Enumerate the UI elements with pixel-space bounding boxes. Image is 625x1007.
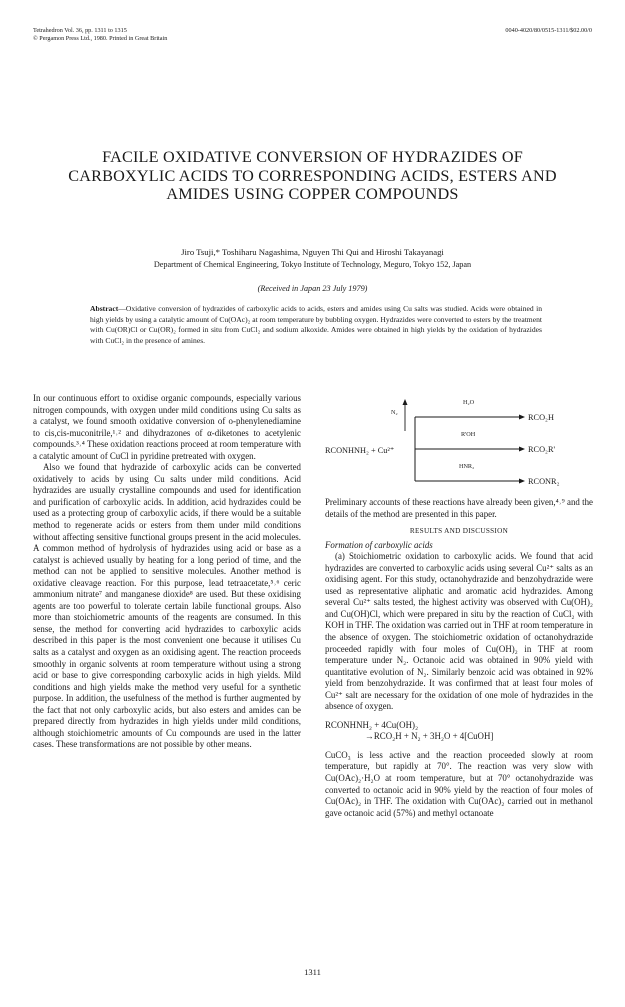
abstract xyxy=(90,304,542,347)
amide-product: RCONR₂ xyxy=(528,477,560,486)
right-column xyxy=(325,393,593,819)
nitrogen-byproduct: N₂ xyxy=(391,409,398,416)
scheme-reactant: RCONHNH₂ + Cu²⁺ xyxy=(325,446,395,455)
reaction-scheme xyxy=(325,393,593,497)
article-title: FACILE OXIDATIVE CONVERSION OF HYDRAZIDES OF CARBOXYLIC ACIDS TO CORRESPONDING ACIDS, ESTERS AND AMIDES USING COPPER COMPOUNDS xyxy=(68,148,557,203)
abstract-label: Abstract xyxy=(90,304,119,313)
page-number: 1311 xyxy=(304,967,321,977)
alcohol-reagent: R'OH xyxy=(461,431,476,438)
water-reagent: H₂O xyxy=(463,399,475,406)
equation-products: →RCO₂H + N₂ + 3H₂O + 4[CuOH] xyxy=(365,731,494,742)
intro-paragraph-1: In our continuous effort to oxidise organic compounds, especially various nitrogen compounds, with oxygen under mild conditions using Cu salts as a catalyst, we found smooth oxidative conversion of o-phenylenediamine to cis,cis-muconitrile,¹˒² and dihydrazones of α-diketones to acetylenic compounds.³˒⁴ These oxidation reactions proceed at room temperature with a catalytic amount of CuCl in pyridine pretreated with oxygen. xyxy=(33,393,301,461)
stoichiometric-oxidation-paragraph: (a) Stoichiometric oxidation to carboxylic acids. We found that acid hydrazides are converted to carboxylic acids using several Cu²⁺ salts as an oxidising agent. For this study, octanohydrazide and benzohydrazide were used as representative aliphatic and aromatic acid hydrazides. Among several Cu²⁺ salts tested, the highest activity was observed with Cu(OH)₂ and Cu(OH)Cl, which were prepared in situ by the reaction of CuCl₂ with KOH in THF. The oxidation was carried out in THF at room temperature in the absence of oxygen. The stoichiometric oxidation of octanohydrazide proceeded rapidly with four moles of Cu(OH)₂ in THF at room temperature under N₂. Octanoic acid was obtained in 90% yield with quantitative evolution of N₂. Similarly benzoic acid was obtained in 92% yield from benzohydrazide. It was confirmed that at least four moles of Cu²⁺ salt are necessary for the oxidation of one mole of hydrazides in the absence of oxygen. xyxy=(325,551,593,712)
intro-paragraph-2: Also we found that hydrazide of carboxylic acids can be converted oxidatively to acids by using Cu salts under mild conditions. Acid hydrazides are usually crystalline compounds and used for identification and purification of carboxylic acids. In addition, acid hydrazides could be used as a protecting group of carboxylic acids, if there would be a suitable method to regenerate acids or esters from them under mild conditions without affecting sensitive functional groups present in the acid molecules. A common method of hydrolysis of hydrazides using acid or base as a catalyst is achieved usually by heating for a long period of time, and the method can not be applied to sensitive molecules. Another method is oxidative cleavage reaction. For this purpose, lead tetraacetate,⁵˒⁶ ceric ammonium nitrate⁷ and manganese dioxide⁸ are used. But these oxidising agents are too powerful to tolerate certain labile functional groups. Also more than stoichiometric amounts of the reagents are consumed. In this sense, the method for converting acid hydrazides to carboxylic acids described in this paper is the most convenient one because it utilises Cu salts as a catalyst and oxygen as an oxidising agent. The reaction proceeds smoothly in organic solvents at room temperature without using a strong acid or base to give corresponding carboxylic acids in high yields. Mild conditions and high yields make the method very useful for a synthetic purpose. In addition, the usefulness of the method is further augmented by the fact that not only carboxylic acids, but also esters and amides can be prepared directly from hydrazides in high yields under mild conditions, although stoichiometric amounts of Cu compounds are used in the latter cases. These transformations are not possible by other means. xyxy=(33,462,301,750)
amine-reagent: HNR₂ xyxy=(459,463,475,470)
section-heading: RESULTS AND DISCUSSION xyxy=(409,527,509,536)
left-column xyxy=(33,393,301,751)
received-date: (Received in Japan 23 July 1979) xyxy=(257,284,368,293)
abstract-text: —Oxidative conversion of hydrazides of carboxylic acids to acids, esters and amides using Cu salts was studied. Acids were obtained in high yields by using a catalytic amount of Cu(OAc)₂ at room temperature by bubbling oxygen. Hydrazides were converted to esters by the treatment with Cu(OR)Cl or Cu(OR)₂ formed in situ from CuCl₂ and sodium alkoxide. Amides were obtained in high yields by the oxidation of hydrazides with CuCl₂ in the presence of amines. xyxy=(90,304,542,346)
article-code: 0040-4020/80/0515-1311/$02.00/0 xyxy=(505,27,592,34)
oxidation-equation xyxy=(325,720,593,743)
journal-header xyxy=(33,27,167,43)
acid-product: RCO₂H xyxy=(528,413,554,422)
affiliation: Department of Chemical Engineering, Tokyo Institute of Technology, Meguro, Tokyo 152, Japan xyxy=(153,260,472,269)
author-list: Jiro Tsuji,* Toshiharu Nagashima, Nguyen Thi Qui and Hiroshi Takayanagi xyxy=(181,247,444,257)
equation-reactants: RCONHNH₂ + 4Cu(OH)₂ xyxy=(325,719,419,730)
copper-salts-paragraph: CuCO₃ is less active and the reaction proceeded slowly at room temperature, but rapidly at 70°. The reaction was very slow with Cu(OAc)₂·H₂O at room temperature, but at 70° octanohydrazide was converted to octanoic acid in 90% yield by the reaction of four moles of Cu(OAc)₂ in THF. The oxidation with Cu(OAc)₂ carried out in methanol gave octanoic acid (57%) and methyl octanoate xyxy=(325,749,593,818)
publisher-line: © Pergamon Press Ltd., 1980. Printed in Great Britain xyxy=(33,35,168,42)
journal-citation: Tetrahedron Vol. 36, pp. 1311 to 1315 xyxy=(33,27,127,34)
ester-product: RCO₂R' xyxy=(528,445,555,454)
preliminary-accounts: Preliminary accounts of these reactions have already been given,⁴˒⁹ and the details of the method are presented in this paper. xyxy=(325,497,593,519)
subsection-heading: Formation of carboxylic acids xyxy=(325,539,433,550)
